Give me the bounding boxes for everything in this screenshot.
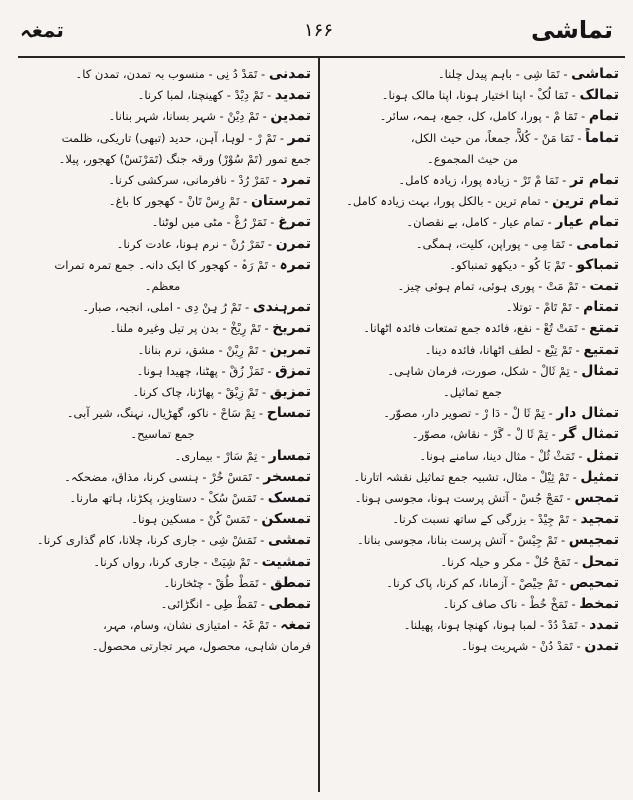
entry-headword: تمباکو bbox=[576, 256, 619, 273]
entry-definition: - تَمْ تِیْع - لطف اٹھانا، فائدہ دینا۔ bbox=[424, 342, 580, 357]
entry-line bbox=[326, 615, 619, 636]
entry-definition: - تَمْ دِیْدْ - کھینچنا، لمبا کرنا۔ bbox=[137, 88, 272, 103]
entry-headword: تمام عیار bbox=[555, 214, 619, 231]
entry-headword: تمزق bbox=[275, 362, 311, 379]
left-column bbox=[14, 64, 311, 792]
entry-line bbox=[14, 573, 311, 594]
entry-definition: - تِمْ ثَا لْ - دَا رْ - تصویر دار، مصوّر۔ bbox=[383, 406, 553, 421]
entry-line bbox=[14, 488, 311, 509]
entry-definition: - تَمَا لُکْ - اپنا اختیار ہونا، اپنا مالک ہونا۔ bbox=[381, 88, 576, 103]
entry-line bbox=[326, 340, 619, 361]
entry-definition: - تِمْ سَارْ - بیماری۔ bbox=[174, 448, 266, 463]
entry-definition: - تَمَرْ رُدْ - نافرمانی، سرکشی کرنا۔ bbox=[108, 173, 277, 188]
column-divider bbox=[318, 58, 320, 792]
entry-headword: تمحیص bbox=[569, 574, 619, 591]
entry-headword: تمدین bbox=[270, 108, 311, 125]
entry-headword: تمتام bbox=[583, 299, 619, 316]
entry-line bbox=[326, 509, 619, 530]
header-right-word: تماشی bbox=[531, 16, 613, 44]
entry-line bbox=[14, 191, 311, 212]
entry-definition: - تَمَسْ کُنْ - مسکین ہونا۔ bbox=[131, 512, 258, 527]
entry-headword: تمدید bbox=[274, 87, 311, 104]
entry-line bbox=[326, 255, 619, 276]
entry-line bbox=[326, 212, 619, 233]
entry-line bbox=[14, 446, 311, 467]
entry-headword: تمسخر bbox=[263, 468, 311, 485]
entry-line bbox=[14, 552, 311, 573]
entry-definition: - تَمَدْ دُ نِی - منسوب بہ تمدن، تمدن کا۔ bbox=[75, 67, 266, 81]
entry-line bbox=[14, 106, 311, 127]
entry-line bbox=[14, 340, 311, 361]
entry-line bbox=[326, 382, 619, 403]
entry-definition: - تَمْ رِسْ تَانْ - کھجور کا باغ۔ bbox=[108, 194, 248, 209]
entry-headword: تمحل bbox=[581, 553, 619, 570]
entry-definition: معظم۔ bbox=[144, 279, 181, 294]
entry-line bbox=[326, 467, 619, 488]
entry-definition: - تَمْ رُ ہِنْ دِی - املی، انجبہ، صبار۔ bbox=[82, 300, 250, 315]
entry-line bbox=[326, 530, 619, 551]
entry-headword: تمدد bbox=[589, 617, 619, 634]
entry-line bbox=[326, 234, 619, 255]
entry-line bbox=[14, 85, 311, 106]
entry-headword: تمسکن bbox=[261, 511, 311, 528]
entry-line bbox=[326, 170, 619, 191]
entry-headword: تمدنی bbox=[268, 66, 311, 82]
entry-line bbox=[326, 424, 619, 445]
entry-definition: - تَمَا مِی - پوراپن، کلیت، ہمگی۔ bbox=[415, 236, 573, 251]
entry-headword: تمشی bbox=[267, 532, 311, 549]
entry-headword: تمشیت bbox=[261, 553, 311, 570]
entry-line bbox=[326, 85, 619, 106]
entry-line bbox=[14, 276, 311, 297]
entry-headword: تمخط bbox=[579, 596, 619, 613]
entry-line bbox=[14, 509, 311, 530]
entry-line bbox=[326, 488, 619, 509]
entry-line bbox=[14, 382, 311, 403]
entry-line bbox=[14, 234, 311, 255]
entry-headword: تمجیس bbox=[568, 532, 619, 549]
entry-definition: - تَمْ رِیْنْ - مشق، نرم بنانا۔ bbox=[137, 342, 267, 357]
entry-definition: - تَمْ تَامْ - توتلا۔ bbox=[505, 300, 580, 315]
entry-headword: تماماً bbox=[585, 129, 619, 146]
entry-definition: - تَمَدْ دُدْ - لمبا ہونا، کھنچا ہونا، پھیلنا۔ bbox=[403, 618, 586, 633]
entry-headword: تمدن bbox=[584, 638, 619, 655]
entry-headword: تمطق bbox=[270, 574, 311, 591]
entry-line bbox=[14, 170, 311, 191]
entry-definition: - تَمْ مَتْ - پوری ہوئی، تمام ہوئی چیز۔ bbox=[397, 279, 586, 294]
entry-line bbox=[326, 573, 619, 594]
entry-line bbox=[14, 361, 311, 382]
entry-line bbox=[326, 191, 619, 212]
entry-definition: - تِمْ ثَالْ - شکل، صورت، فرمان شاہی۔ bbox=[387, 363, 578, 378]
entry-headword: تمتیع bbox=[583, 341, 619, 358]
entry-headword: تمرستان bbox=[250, 193, 311, 210]
entry-line bbox=[14, 615, 311, 636]
entry-line bbox=[14, 403, 311, 424]
entry-line bbox=[326, 403, 619, 424]
entry-headword: تمثل bbox=[586, 447, 619, 464]
entry-headword: تمساح bbox=[266, 405, 311, 422]
entry-headword: تمت bbox=[589, 278, 619, 295]
entry-line bbox=[326, 128, 619, 149]
entry-headword: تمثال bbox=[581, 362, 619, 379]
entry-line bbox=[326, 106, 619, 127]
entry-definition: - تَمَطْ طُقْ - چٹخارنا۔ bbox=[163, 575, 267, 590]
entry-definition: - تَمْ جِیْسْ - آتش پرست بنانا، مجوسی بنانا۔ bbox=[356, 533, 566, 548]
entry-headword: تمغہ bbox=[280, 617, 311, 634]
entry-headword: تمجس bbox=[574, 490, 619, 507]
entry-line bbox=[14, 467, 311, 488]
entry-line bbox=[14, 530, 311, 551]
entry-line bbox=[14, 636, 311, 657]
header-rule bbox=[18, 56, 625, 58]
entry-definition: - تَمَدْ دُنْ - شہریت ہونا۔ bbox=[461, 639, 581, 654]
entry-line bbox=[326, 149, 619, 170]
page-header bbox=[14, 12, 619, 52]
entry-headword: تمسک bbox=[267, 490, 311, 507]
page-number: ۱۶۶ bbox=[304, 20, 334, 41]
entry-definition: - تَمْ ثِیْلْ - مثال، تشبیہ جمع تماثیل نقشہ اتارنا۔ bbox=[353, 469, 577, 484]
entry-definition: - تَمَشْ شِی - جاری کرنا، چلانا، کام گذاری کرنا۔ bbox=[36, 533, 265, 548]
entry-definition: - تَمْ رَہْ - کھجور کا ایک دانہ۔ جمع تمرہ تمرات bbox=[54, 257, 276, 272]
entry-definition: - تَمَخْ خُطْ - ناک صاف کرنا۔ bbox=[442, 597, 576, 612]
entry-headword: تمسار bbox=[268, 447, 311, 464]
entry-line bbox=[14, 594, 311, 615]
entry-headword: تمرہ bbox=[279, 256, 311, 273]
entry-definition: - تَمَحْ حُلْ - مکر و حیلہ کرنا۔ bbox=[440, 554, 579, 569]
entry-definition: - تَمَسْ سُکْ - دستاویز، پکڑنا، ہاتھ مارنا۔ bbox=[69, 491, 265, 506]
entry-line bbox=[326, 64, 619, 85]
entry-definition: - تَمَطْ طِی - انگڑائی۔ bbox=[160, 597, 265, 612]
entry-headword: تمثیل bbox=[580, 468, 619, 485]
entry-headword: تمرہندی bbox=[252, 299, 311, 316]
entry-line bbox=[14, 149, 311, 170]
entry-definition: - تَمْ زِیْقْ - پھاڑنا، چاک کرنا۔ bbox=[132, 385, 267, 400]
entry-headword: تمرغ bbox=[278, 214, 311, 231]
entry-line bbox=[14, 128, 311, 149]
entry-definition: - تَمَجْ جُسْ - آتش پرست ہونا، مجوسی ہونا۔ bbox=[354, 491, 571, 506]
entry-line bbox=[326, 594, 619, 615]
right-column bbox=[326, 64, 619, 792]
entry-definition: - تَمَثْ ثُلْ - مثال دینا، سامنے ہونا۔ bbox=[419, 448, 583, 463]
entry-line bbox=[326, 552, 619, 573]
entry-headword: تمر bbox=[287, 129, 311, 146]
entry-definition: جمع تماسیح۔ bbox=[130, 427, 195, 442]
entry-definition: - تَمَزْ زُقْ - پھٹنا، چھیدا ہونا۔ bbox=[136, 363, 272, 378]
entry-definition: - تَمْ دِیْنْ - شہر بسانا، شہر بنانا۔ bbox=[108, 109, 267, 124]
entry-definition: - تَمَا مَنْ - کُلاًّ، جمعاً، من حیث الکل، bbox=[410, 130, 582, 145]
entry-headword: تمثال دار bbox=[556, 405, 619, 422]
entry-headword: تمجید bbox=[580, 511, 619, 528]
entry-headword: تمثال گر bbox=[559, 426, 619, 443]
entry-definition: - تمام ترین - بالکل پورا، بہت زیادہ کامل۔ bbox=[346, 194, 549, 209]
entry-line bbox=[326, 318, 619, 339]
entry-line bbox=[14, 212, 311, 233]
entry-headword: تمریخ bbox=[272, 320, 311, 337]
entry-definition: - تَمَا مْ - پورا، کامل، کل، جمع، ہمہ، سائر۔ bbox=[379, 109, 586, 124]
entry-definition: - تَمْ بَا کُو - دیکھو تمنباکو۔ bbox=[449, 257, 573, 272]
entry-headword: تمام تر bbox=[570, 172, 619, 189]
entry-definition: فرمان شاہی، محصول، مہر تجارتی محصول۔ bbox=[91, 639, 311, 654]
entry-definition: - تَمَرْ رُنْ - نرم ہونا، عادت کرنا۔ bbox=[116, 236, 273, 251]
header-left-word: تمغہ bbox=[20, 18, 64, 42]
entry-line bbox=[14, 297, 311, 318]
entry-definition: من حیث المجموع۔ bbox=[426, 151, 519, 166]
entry-definition: - تَمْ حِیْصْ - آزمانا، کم کرنا، پاک کرنا۔ bbox=[386, 575, 566, 590]
entry-definition: - تَمَسْ خُرْ - ہنسی کرنا، مذاق، مضحکہ۔ bbox=[64, 469, 260, 484]
entry-line bbox=[14, 255, 311, 276]
entry-definition: - تَمَا مْ تَرْ - زیادہ پورا، زیادہ کامل۔ bbox=[398, 173, 567, 188]
entry-definition: - تِمْ ثَا لْ - گَرْ - نقاش، مصوّر۔ bbox=[411, 427, 556, 442]
entry-line bbox=[326, 297, 619, 318]
entry-headword: تمرن bbox=[275, 235, 311, 252]
entry-line bbox=[326, 446, 619, 467]
entry-line bbox=[14, 64, 311, 85]
entry-definition: - تَمْ شِیَتْ - جاری کرنا، رواں کرنا۔ bbox=[93, 554, 258, 569]
entry-definition: جمع تمور (تَمْ سُوْرْ) ورقہ جنگ (تَمَرْنَسْ) کھجور، پیلا۔ bbox=[58, 151, 311, 166]
entry-line bbox=[326, 361, 619, 382]
entry-definition: - تَمْ رْ - لوہا، آہن، حدید (تبھی) تاریکی، ظلمت bbox=[61, 130, 284, 145]
entry-line bbox=[14, 318, 311, 339]
entry-headword: تمام bbox=[588, 108, 619, 125]
entry-headword: تمالک bbox=[579, 87, 619, 104]
entry-definition: جمع تماثیل۔ bbox=[442, 385, 502, 400]
entry-definition: - تمام عیار - کامل، بے نقصان۔ bbox=[406, 215, 552, 230]
entry-headword: تمزیق bbox=[269, 384, 311, 401]
entry-definition: - تِمْ سَاحْ - ناکو، گھڑیال، نہنگ، شیر آبی۔ bbox=[66, 406, 264, 421]
entry-definition: - تَمَا شِی - باہم پیدل چلنا۔ bbox=[437, 67, 568, 81]
entry-headword: تمرد bbox=[280, 172, 311, 189]
entry-definition: - تَمَتْ تُعْ - نفع، فائدہ جمع تمتعات فائدہ اٹھانا۔ bbox=[363, 321, 586, 336]
entry-line bbox=[326, 636, 619, 657]
entry-definition: - تَمْ جِیْدْ - بزرگی کے ساتھ نسبت کرنا۔ bbox=[392, 512, 577, 527]
entry-line bbox=[326, 276, 619, 297]
entry-headword: تمام ترین bbox=[552, 193, 619, 210]
entry-definition: - تَمَرْ رُغْ - مٹی میں لوٹنا۔ bbox=[151, 215, 275, 230]
entry-definition: - تَمْ غَہْ - امتیازی نشان، وسام، مہر، bbox=[103, 618, 277, 633]
entry-headword: تمتع bbox=[589, 320, 619, 337]
entry-headword: تمطی bbox=[268, 596, 311, 613]
entry-definition: - تَمْ رِیْخْ - بدن پر تیل وغیرہ ملنا۔ bbox=[109, 321, 269, 336]
entry-headword: تمامی bbox=[576, 235, 619, 252]
entry-line bbox=[14, 424, 311, 445]
entry-headword: تمرین bbox=[269, 341, 311, 358]
entry-headword: تماشی bbox=[571, 66, 619, 82]
